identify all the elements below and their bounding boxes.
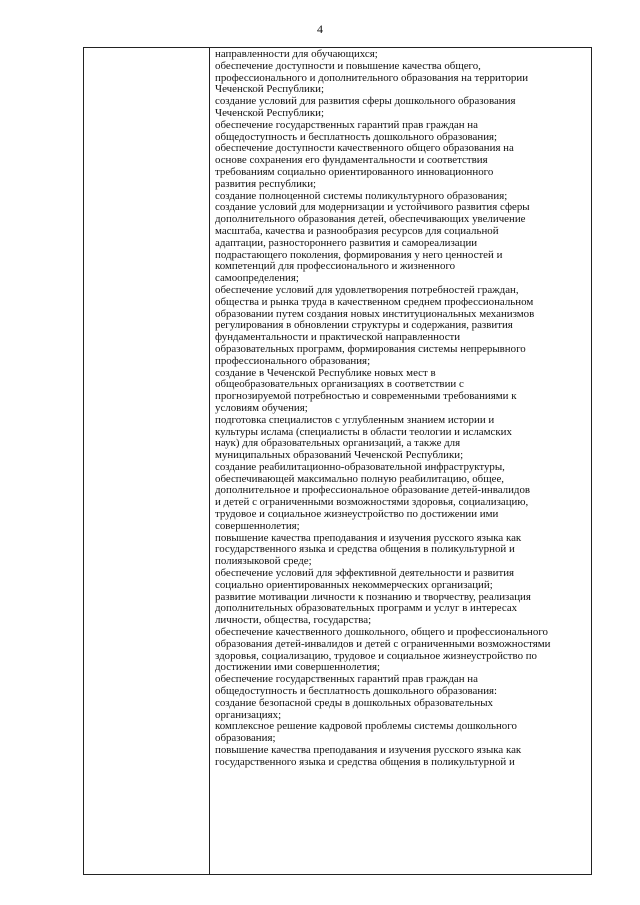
table-paragraph: создание условий для модернизации и устойчивого развития сферы дополнительного образования детей, обеспечивающих увеличение масштаба, качества и разнообразия ресурсов для социальной адаптации, разностороннего развития и самореализации подрастающего поколения, формирования у него ценностей и компетенций для профессионального и жизненного самоопределения; — [215, 201, 530, 285]
table-left-column — [84, 48, 210, 874]
table-paragraph: направленности для обучающихся; — [215, 48, 378, 60]
table-paragraph: обеспечение доступности и повышение качества общего, профессионального и дополнительного образования на территории Чеченской Республики; — [215, 59, 529, 96]
table-paragraph: создание реабилитационно-образовательной инфраструктуры, обеспечивающей максимально полную реабилитацию, общее, дополнительное и профессиональное образование детей-инвалидов и детей с ограниченными возможностями здоровья, социализацию, трудовое и социальное жизнеустройство по достижении ими совершеннолетия; — [215, 460, 531, 532]
table-paragraph: обеспечение условий для удовлетворения потребностей граждан, общества и рынка труда в качественном среднем профессиональном образовании путем создания новых институциональных механизмов регулирования в обновлении структуры и содержания, развития фундаментальности и практической направленности образовательных программ, формирования системы непрерывного профессионального образования; — [215, 283, 535, 367]
document-table — [83, 47, 592, 875]
table-paragraph: обеспечение качественного дошкольного, общего и профессионального образования детей-инвалидов и детей с ограниченными возможностями здоровья, социализацию, трудовое и социальное жизнеустройство по достижении ими совершеннолетия; — [215, 626, 551, 674]
table-paragraph: повышение качества преподавания и изучения русского языка как государственного языка и средства общения в поликультурной и полиязыковой среде; — [215, 531, 522, 568]
table-paragraph: обеспечение государственных гарантий прав граждан на общедоступность и бесплатность дошкольного образования; — [215, 118, 498, 143]
table-right-column — [210, 48, 591, 874]
page-number: 4 — [317, 22, 323, 36]
table-paragraph: обеспечение доступности качественного общего образования на основе сохранения его фундаментальности и соответствия требованиям социально ориентированного инновационного развития республики; — [215, 142, 514, 190]
table-paragraph: создание в Чеченской Республике новых мест в общеобразовательных организациях в соответствии с прогнозируемой потребностью и современными требованиями к условиям обучения; — [215, 366, 517, 414]
table-paragraph: повышение качества преподавания и изучения русского языка как государственного языка и средства общения в поликультурной и — [215, 744, 522, 768]
table-paragraph: подготовка специалистов с углубленным знанием истории и культуры ислама (специалисты в области теологии и исламских наук) для образовательных организаций, а также для муниципальных образований Чеченской Республики; — [215, 413, 512, 462]
table-paragraph: создание безопасной среды в дошкольных образовательных организациях; — [215, 696, 493, 721]
table-paragraph: обеспечение условий для эффективной деятельности и развития социально ориентированных некоммерческих организаций; — [215, 567, 515, 591]
table-paragraph: развитие мотивации личности к познанию и творчеству, реализация дополнительных образовательных программ и услуг в интересах личности, общества, государства; — [215, 590, 531, 627]
table-paragraph: создание условий для развития сферы дошкольного образования Чеченской Республики; — [215, 95, 516, 119]
table-paragraph: обеспечение государственных гарантий прав граждан на общедоступность и бесплатность дошкольного образования: — [215, 673, 498, 698]
table-paragraph: создание полноценной системы поликультурного образования; — [215, 189, 508, 202]
table-paragraph: комплексное решение кадровой проблемы системы дошкольного образования; — [215, 720, 517, 745]
